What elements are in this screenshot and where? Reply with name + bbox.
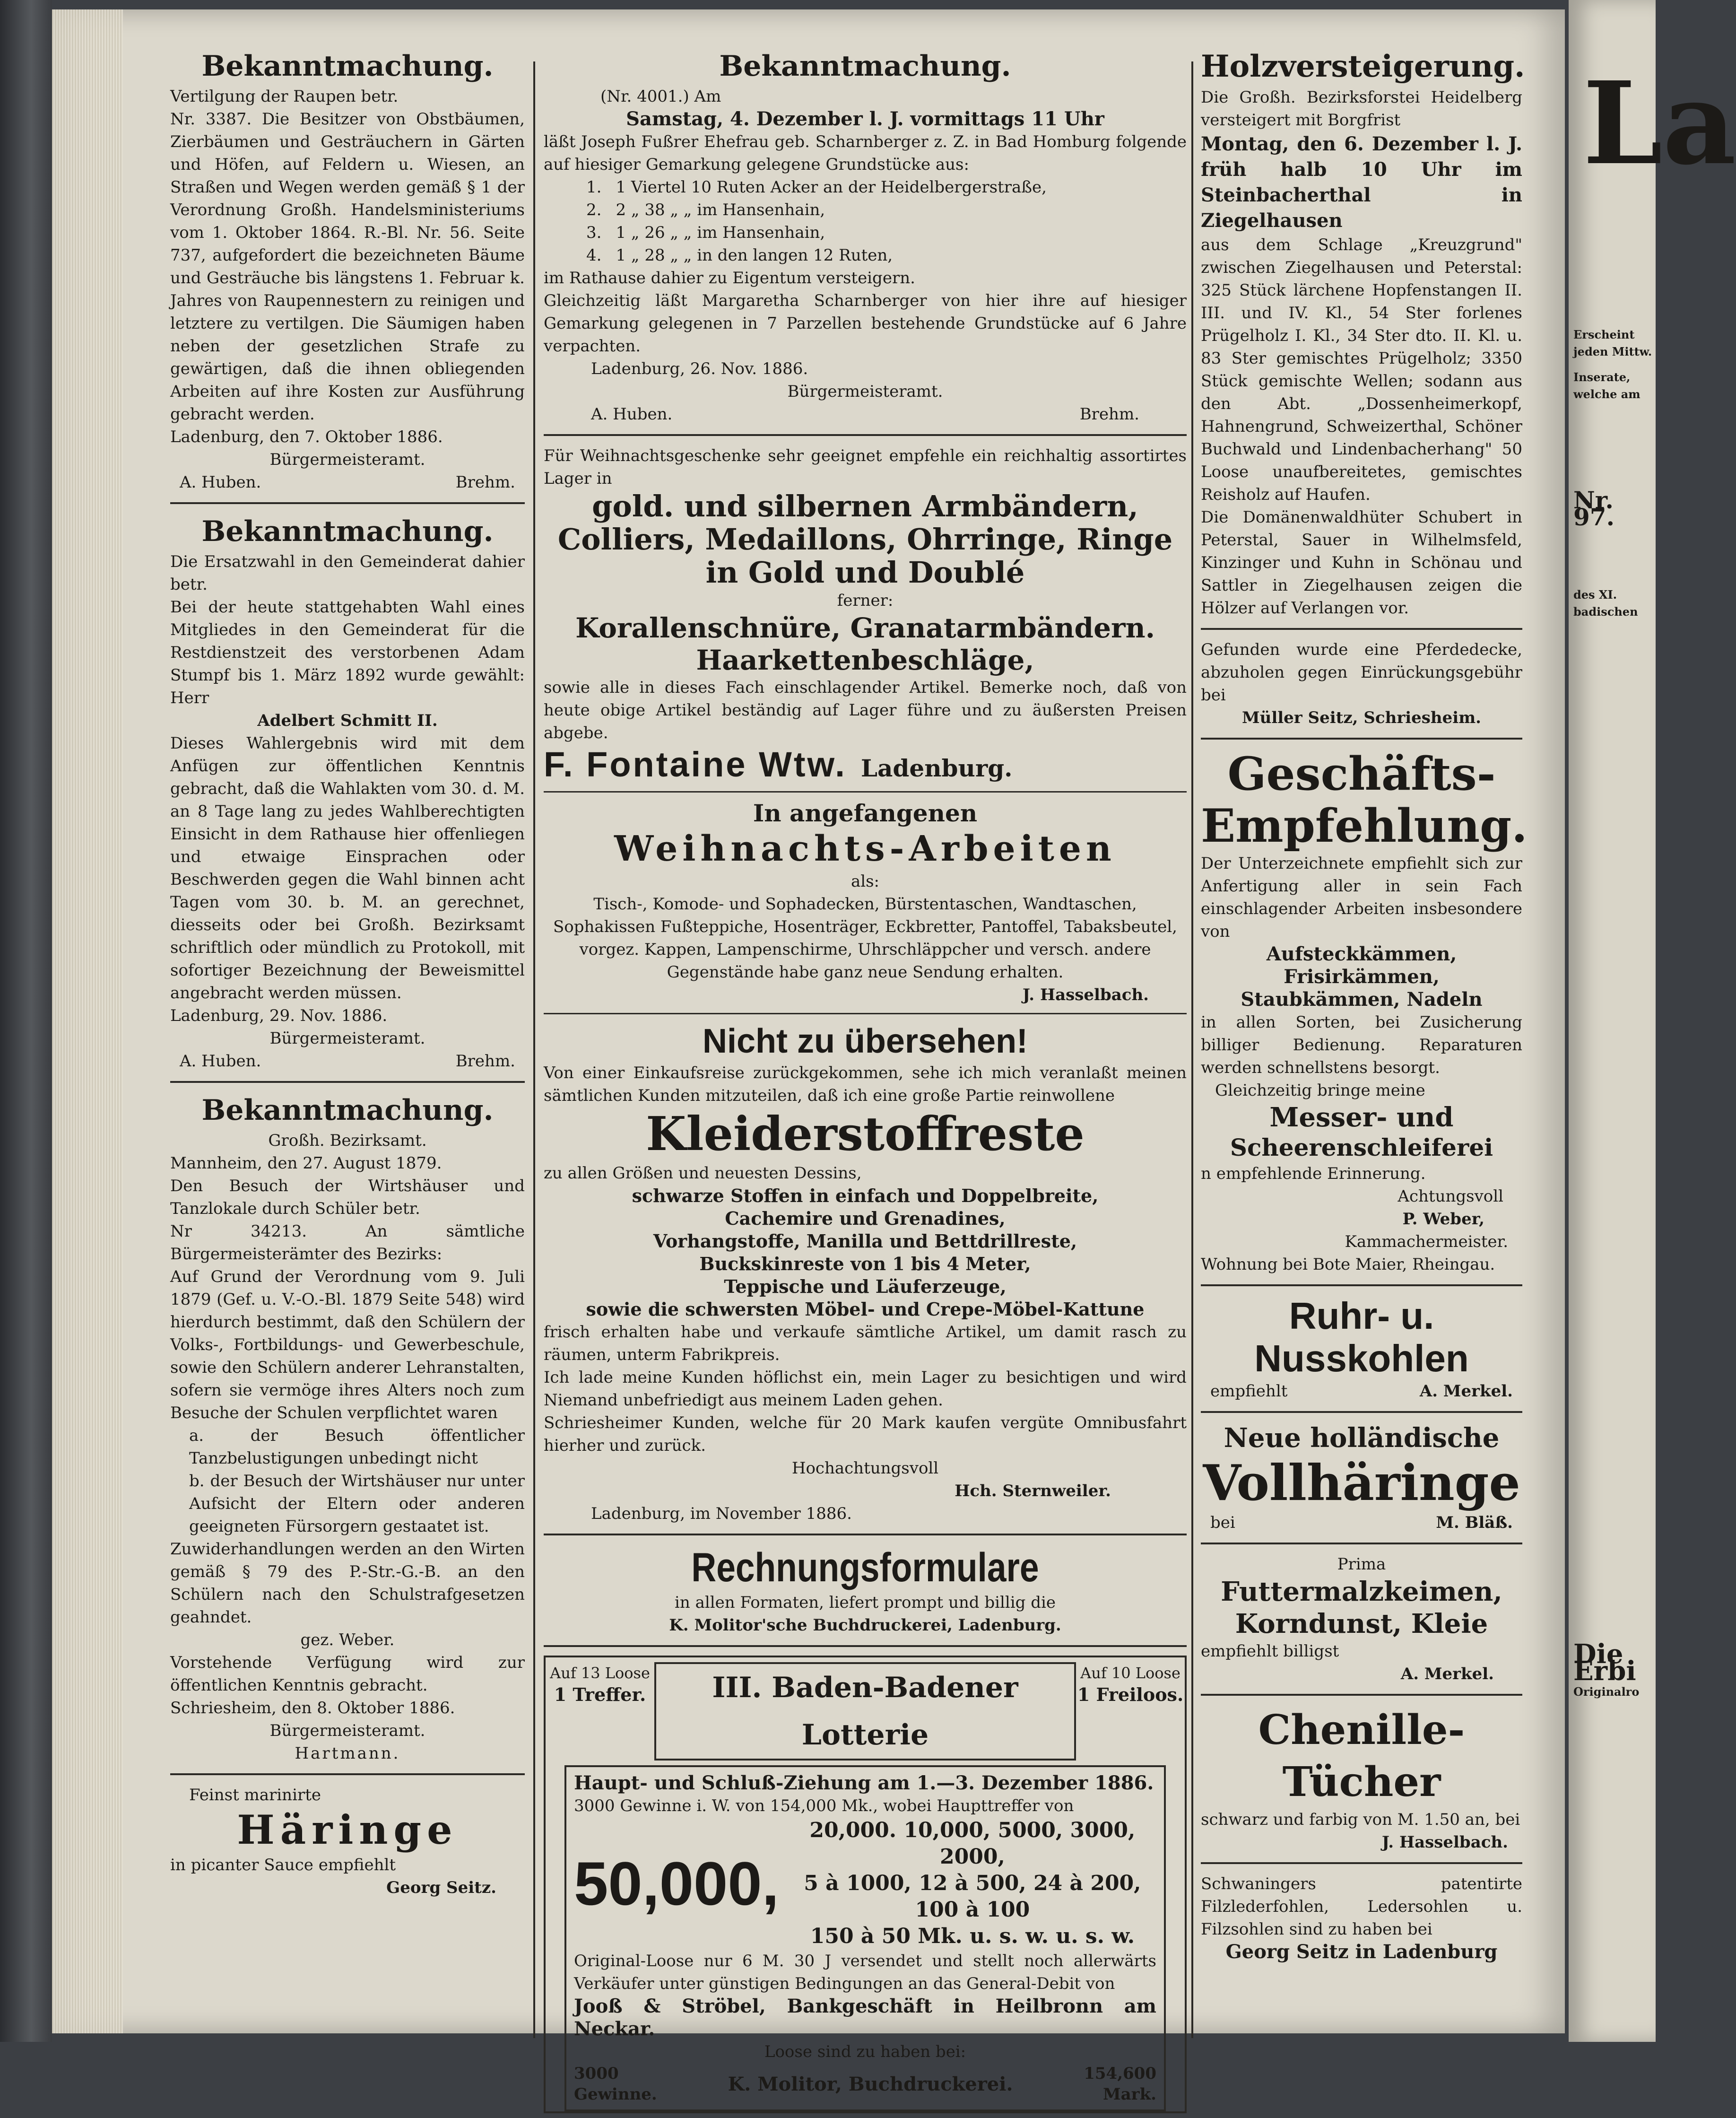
notice-versteigerung [544,47,1187,426]
ad-date: Ladenburg, im November 1886. [591,1504,852,1523]
lottery-header [546,1657,1185,1765]
divider [1201,1694,1522,1696]
notice-signatures [170,1050,525,1072]
divider [1201,1284,1522,1286]
column-divider [1191,61,1193,2038]
parcel-list [544,176,1187,267]
lottery-left-note: Auf 13 Loose 1 Treffer. [550,1664,650,1705]
signature: A. Huben. [180,1052,261,1071]
ad-vollharinge [1201,1421,1522,1534]
ad-headline: Ruhr- u. [1289,1295,1434,1337]
notice-title: Bekanntmachung. [201,50,494,83]
notice-office: Bürgermeisteramt. [269,1029,425,1048]
ad-footer: bei M. Bläß. [1210,1513,1513,1532]
ad-headline: Empfehlung. [1201,799,1528,853]
ad-headline: Holzversteigerung. [1201,49,1525,84]
ad-body: Schwaningers patentirte Filzlederfohlen, Ledersohlen u. Filzsohlen sind zu haben bei [1201,1874,1522,1939]
ad-signature: P. Weber, [1402,1210,1484,1229]
divider [170,1081,525,1083]
ad-body: aus dem Schlage „Kreuzgrund" zwischen Ziegelhausen und Peterstal: 325 Stück lärchene Hopfenstangen II. III. und IV. Kl., 54 Ster forlenes Prügelholz I. Kl., 34 Ster dto. II. Kl. u. 83 Ster gemischtes Prügelholz; 3350 Stück gemischte Wellen; sodann aus den Abt. „Dossenheimerkopf, Hahnengrund, Schweizerthal, Schöner Buchwald und Lindenbacherhang" 50 Loose unaufbereitetes, gemischtes Reisholz auf Haufen. [1201,235,1522,504]
ad-sternweiler [544,1021,1187,1525]
list-item: 1. 1 Viertel 10 Ruten Acker an der Heidelbergerstraße, [586,178,1047,197]
ad-rechnungsformulare [544,1544,1187,1637]
divider [1201,1411,1522,1413]
notice-item: b. der Besuch der Wirtshäuser nur unter Aufsicht der Eltern oder anderen geeigneten Fürsorgern gestaatet ist. [189,1472,525,1536]
ad-schwaninger [1201,1873,1522,1963]
ad-haringe [170,1784,525,1899]
list-item: 2. 2 „ 38 „ „ im Hansenhain, [586,200,825,219]
ad-signature: J. Hasselbach. [1381,1833,1508,1852]
ad-trade: Kammachermeister. [1345,1232,1508,1251]
notice-body: Bei der heute stattgehabten Wahl eines Mitgliedes in den Gemeinderat für die Restdienstzeit des verstorbenen Adam Stumpf bis 1. März 1892 wurde gewählt: Herr [170,598,525,707]
notice-office: Bürgermeisteramt. [269,450,425,469]
lottery-title: III. Baden-Badener Lotterie [654,1662,1076,1761]
ad-signature: Müller Seitz, Schriesheim. [1241,708,1481,727]
ad-body: in allen Formaten, liefert prompt und billig die [675,1593,1056,1612]
ad-headline: Häringe [237,1806,458,1853]
ad-headline: Chenille-Tücher [1258,1706,1465,1806]
lottery-count: 3000 Gewinne. [574,2064,657,2104]
notice-wirtshaus [170,1091,525,1765]
lottery-footer [574,2063,1156,2105]
text-fragment: Originalro [1573,1685,1640,1699]
notice-date: Ladenburg, den 7. Oktober 1886. [170,427,443,446]
text-fragment: des XI. badischen [1573,588,1638,619]
notice-title: Bekanntmachung. [201,1094,494,1127]
signature: Brehm. [455,473,515,492]
ad-place: Ladenburg. [860,754,1013,782]
ad-line: Vorhangstoffe, Manilla und Bettdrillreste, [653,1230,1077,1252]
text-fragment: Erscheint jeden Mittw. [1573,328,1652,358]
notice-body: Nr. 3387. Die Besitzer von Obstbäumen, Zierbäumen und Gesträuchern in Gärten und Höfen, auf Feldern u. Wiesen, an Straßen und Wegen werden gemäß § 1 der Verordnung Großh. Handelsministeriums vom 1. Oktober 1864. R.-Bl. Nr. 56. Seite 737, aufgefordert die bezeichneten Bäume und Gesträuche bis längstens 1. Februar k. Jahres von Raupennestern zu reinigen und letztere zu vertilgen. Die Säumigen haben neben der gesetzlichen Strafe zu gewärtigen, daß die ihnen obliegenden Arbeiten auf ihre Kosten zur Ausführung gebracht werden. [170,110,525,424]
ad-found [1201,638,1522,729]
lottery-line: Loose sind zu haben bei: [764,2042,966,2061]
lottery-line: 3000 Gewinne i. W. von 154,000 Mk., wobei Haupttreffer von [574,1796,1074,1815]
ad-headline: Colliers, Medaillons, Ohrringe, Ringe [557,522,1173,557]
notice-date: Schriesheim, den 8. Oktober 1886. [170,1699,455,1717]
signature: A. Huben. [180,473,261,492]
notice-body: im Rathause dahier zu Eigentum versteigern. [544,269,915,288]
notice-body: läßt Joseph Fußrer Ehefrau geb. Scharnberger z. Z. in Bad Homburg folgende auf hiesiger Gemarkung gelegene Grundstücke aus: [544,132,1187,174]
text-fragment: Die Erbi [1573,1639,1636,1687]
lottery-line: Jooß & Ströbel, Bankgeschäft in Heilbronn am Neckar. [574,1995,1156,2040]
ad-kohlen [1201,1295,1522,1403]
column-middle [544,47,1187,2118]
ad-big-title: Kleiderstoffreste [646,1107,1085,1161]
lottery-prize-list: 20,000. 10,000, 5000, 3000, 2000, 5 à 1000, 12 à 500, 24 à 200, 100 à 100 150 à 50 Mk. u. s. w. u. s. w. [804,1818,1141,1948]
ad-weber [1201,747,1528,1276]
ad-headline: Rechnungsformulare [691,1545,1039,1590]
column-divider [533,61,535,2038]
ad-line: Prima [1337,1555,1386,1574]
notice-title: Bekanntmachung. [719,50,1011,83]
notice-date-line: Samstag, 4. Dezember l. J. vormittags 11 Uhr [626,108,1104,130]
ad-headline: Messer- und [1269,1102,1454,1133]
page-edges [52,9,123,2033]
divider [544,434,1187,436]
notice-date: Mannheim, den 27. August 1879. [170,1154,442,1173]
ad-headline: Nusskohlen [1254,1337,1469,1379]
ad-body: in allen Sorten, bei Zusicherung billiger Bedienung. Reparaturen werden schnellstens besorgt. [1201,1013,1522,1077]
book-binding [0,0,52,2042]
ad-signature: Hch. Sternweiler. [955,1482,1111,1500]
ad-body: Gefunden wurde eine Pferdedecke, abzuholen gegen Einrückungsgebühr bei [1201,640,1522,705]
signature: A. Huben. [591,405,673,424]
notice-subject: Vertilgung der Raupen betr. [170,87,399,106]
divider [170,502,525,504]
ad-headline: gold. und silbernen Armbändern, [592,489,1138,523]
divider [544,1645,1187,1647]
ad-firm-line [544,744,1187,784]
ad-headline: Nicht zu übersehen! [702,1022,1028,1060]
list-item: 3. 1 „ 26 „ „ im Hansenhain, [586,223,825,242]
notice-body: Auf Grund der Verordnung vom 9. Juli 1879 (Gef. u. V.-O.-Bl. 1879 Seite 548) wird hierdurch bestimmt, daß den Schülern der Volks-, Fortbildungs- und Gewerbeschule, sowie den Schülern anderer Lehranstalten, sofern sie vermöge ihres Alters noch zum Besuche der Schulen verpflichtet waren [170,1267,525,1422]
divider [1201,1862,1522,1864]
ad-footer: empfiehlt A. Merkel. [1210,1382,1513,1401]
notice-body: Vorstehende Verfügung wird zur öffentlichen Kenntnis gebracht. [170,1653,525,1695]
notice-body: Zuwiderhandlungen werden an den Wirten gemäß § 79 des P.-Str.-G.-B. an den Schülern nach den Schulstrafgesetzen geahndet. [170,1540,525,1627]
ad-body: sowie alle in dieses Fach einschlagender Artikel. Bemerke noch, daß von heute obige Artikel beständig auf Lager führe und zu äußersten Preisen abgebe. [544,678,1187,742]
lottery-draw: Haupt- und Schluß-Ziehung am 1.—3. Dezember 1886. [574,1772,1154,1794]
ad-line: als: [851,872,880,891]
ad-body: n empfehlende Erinnerung. [1201,1164,1426,1183]
elected-name: Adelbert Schmitt II. [257,711,438,730]
notice-ersatzwahl [170,513,525,1072]
ad-items: Aufsteckkämmen, Frisirkämmen, Staubkämmen, Nadeln [1241,943,1483,1011]
ad-intro: Für Weihnachtsgeschenke sehr geeignet empfehle ein reichhaltig assortirtes Lager in [544,446,1187,488]
lottery-line: Original-Loose nur 6 M. 30 J versendet und stellt noch allerwärts Verkäufer unter günstigen Bedingungen an das General-Debit von [574,1952,1156,1993]
ad-line: Buckskinreste von 1 bis 4 Meter, [699,1253,1031,1274]
notice-body: Gleichzeitig läßt Margaretha Scharnberger von hier ihre auf hiesiger Gemarkung gelegenen in 7 Parzellen bestehende Grundstücke auf 6 Jahre verpachten. [544,291,1187,356]
ad-line: Teppische und Läuferzeuge, [724,1276,1007,1297]
ad-signature: A. Merkel. [1400,1665,1494,1683]
ad-address: Wohnung bei Bote Maier, Rheingau. [1201,1255,1495,1274]
ad-body: Ich lade meine Kunden höflichst ein, mein Lager zu besichtigen und wird Niemand unbefriedigt aus meinem Laden gehen. [544,1368,1187,1410]
ad-headline: Neue holländische [1224,1422,1500,1454]
ad-body: Die Großh. Bezirksforstei Heidelberg versteigert mit Borgfrist [1201,88,1522,130]
ad-line: ferner: [837,591,894,610]
ad-body: Schriesheimer Kunden, welche für 20 Mark kaufen vergüte Omnibusfahrt hierher und zurück. [544,1413,1187,1455]
notice-signatures [544,403,1187,426]
ad-headline: in Gold und Doublé [705,555,1025,590]
lottery-right-note: Auf 10 Loose 1 Freiloos. [1077,1664,1184,1705]
issue-number: Nr. 97. [1573,486,1614,531]
ad-firm: F. Fontaine Wtw. [544,745,847,784]
ad-chenille [1201,1704,1522,1854]
notice-signatures [170,471,525,494]
notice-office: Bürgermeisteramt. [787,382,943,401]
ad-signature: Georg Seitz in Ladenburg [1225,1941,1498,1963]
text-fragment: Inserate, welche am [1573,370,1641,401]
ad-regards: Hochachtungsvoll [791,1459,939,1478]
column-right [1201,47,1528,1963]
notice-signed: gez. Weber. [300,1630,395,1649]
adjacent-page [1569,0,1736,2042]
lottery-top-prize: 50,000, [574,1849,779,1918]
notice-body: Dieses Wahlergebnis wird mit dem Anfügen zur öffentlichen Kenntnis gebracht, daß die Wahlakten vom 30. d. M. an 8 Tage lang zu jedes Wahlberechtigten Einsicht in dem Rathause hier offenliegen und etwaige Einsprachen oder Beschwerden gegen die Wahl binnen acht Tagen vom 30. b. M. an gerechnet, diesseits oder bei Großh. Bezirksamt schriftlich oder mündlich zu Protokoll, mit sofortiger Bezeichnung der Beweismittel angebracht werden müssen. [170,734,525,1002]
ad-futter [1201,1553,1522,1685]
ad-headline: Korallenschnüre, Granatarmbändern. [575,612,1155,644]
notice-number: (Nr. 4001.) Am [600,87,721,106]
signature: Hartmann. [295,1744,400,1763]
ad-headline: Weihnachts-Arbeiten [614,828,1116,869]
ad-headline: Vollhäringe [1203,1454,1520,1512]
lottery-seller: K. Molitor, Buchdruckerei. [728,2073,1013,2095]
signature: Brehm. [455,1052,515,1071]
divider [1201,1543,1522,1544]
ad-signature: J. Hasselbach. [1022,985,1149,1004]
ad-body: schwarz und farbig von M. 1.50 an, bei [1201,1810,1520,1829]
ad-intro: Von einer Einkaufsreise zurückgekommen, sehe ich mich veranlaßt meinen sämtlichen Kunden mitzuteilen, daß ich eine große Partie reinwollene [544,1063,1187,1105]
ad-body: frisch erhalten habe und verkaufe sämtliche Artikel, um damit rasch zu räumen, unterm Fabrikpreis. [544,1323,1187,1364]
ad-headline: Futtermalzkeimen, [1221,1576,1502,1607]
ad-headline: Korndunst, Kleie [1235,1608,1488,1639]
notice-body: Nr 34213. An sämtliche Bürgermeisterämter des Bezirks: [170,1222,525,1264]
notice-subject: Die Ersatzwahl in den Gemeinderat dahier betr. [170,552,525,594]
ad-signature: K. Molitor'sche Buchdruckerei, Ladenburg. [669,1616,1061,1635]
notice-title: Bekanntmachung. [201,515,494,548]
ad-line: sowie die schwersten Möbel- und Crepe-Möbel-Kattune [586,1299,1145,1320]
column-left [170,47,525,1899]
divider [544,1534,1187,1535]
divider [544,1013,1187,1014]
ad-fontaine [544,445,1187,784]
divider [1201,738,1522,740]
ad-body: Der Unterzeichnete empfiehlt sich zur Anfertigung aller in sein Fach einschlagender Arbeiten insbesondere von [1201,854,1522,941]
ad-hasselbach [544,799,1187,1006]
notice-subject: Den Besuch der Wirtshäuser und Tanzlokale durch Schüler betr. [170,1177,525,1218]
notice-raupen [170,47,525,494]
lottery-prizes [574,1817,1156,1950]
signature: Brehm. [1079,405,1139,424]
ad-body: Gleichzeitig bringe meine [1215,1081,1425,1100]
list-item: 4. 1 „ 28 „ „ in den langen 12 Ruten, [586,246,893,265]
ad-headline: Scheerenschleiferei [1230,1133,1493,1161]
ad-regards: Achtungsvoll [1397,1187,1503,1206]
lottery-body [564,1765,1166,2111]
ad-line: In angefangenen [753,799,978,827]
ad-signature: Georg Seitz. [386,1878,496,1897]
ad-body: Die Domänenwaldhüter Schubert in Peterstal, Sauer in Wilhelmsfeld, Kinzinger und Kuhn in Schönau und Sattler in Ziegelhausen zeigen die Hölzer auf Verlangen vor. [1201,508,1522,618]
ad-headline: Geschäfts- [1227,747,1496,801]
ad-line: Cachemire und Grenadines, [725,1208,1006,1229]
ad-lottery [544,1656,1187,2113]
divider [170,1773,525,1775]
divider [544,791,1187,793]
ad-line: zu allen Größen und neuesten Dessins, [544,1164,862,1183]
ad-line: Feinst marinirte [189,1786,321,1804]
ad-line: empfiehlt billigst [1201,1642,1339,1661]
ad-line: schwarze Stoffen in einfach und Doppelbreite, [632,1185,1099,1206]
notice-date: Ladenburg, 26. Nov. 1886. [591,359,808,378]
lottery-total: 154,600 Mark. [1084,2064,1156,2104]
ad-headline: Haarkettenbeschläge, [696,644,1034,676]
notice-date: Ladenburg, 29. Nov. 1886. [170,1006,388,1025]
notice-item: a. der Besuch öffentlicher Tanzbelustigungen unbedingt nicht [189,1426,525,1468]
masthead-fragment: La [1583,57,1736,190]
divider [1201,628,1522,630]
notice-authority: Großh. Bezirksamt. [268,1131,427,1150]
ad-body: Montag, den 6. Dezember l. J. früh halb 10 Uhr im Steinbacherthal in Ziegelhausen [1201,133,1522,232]
ad-line: in picanter Sauce empfiehlt [170,1856,396,1874]
ad-body: Tisch-, Komode- und Sophadecken, Bürstentaschen, Wandtaschen, Sophakissen Fußteppiche, Hosenträger, Eckbretter, Pantoffel, Tabaksbeutel, vorgez. Kappen, Lampenschirme, Uhrschläppcher und versch. andere Gegenstände habe ganz neue Sendung erhalten. [553,895,1177,982]
ad-holzversteigerung [1201,47,1525,619]
notice-office: Bürgermeisteramt. [269,1721,425,1740]
